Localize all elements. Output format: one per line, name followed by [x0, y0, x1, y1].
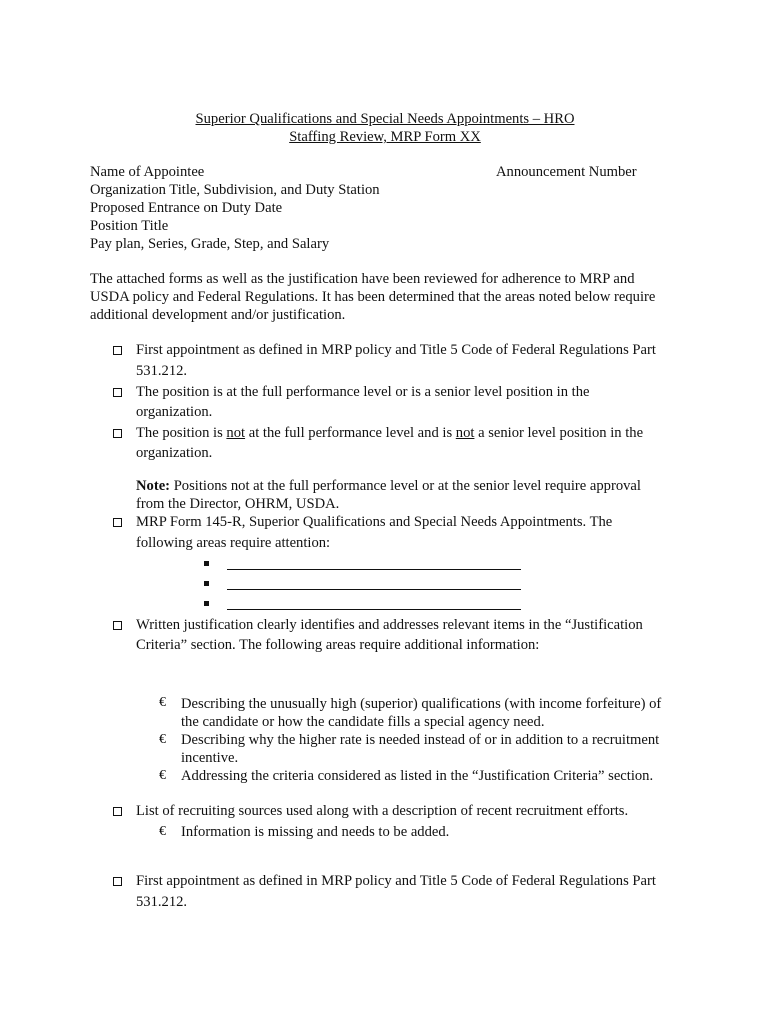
- item6-sub-line: Information is missing and needs to be added.: [181, 824, 450, 840]
- euro-bullet-icon: €: [159, 768, 166, 783]
- note-line-2: from the Director, OHRM, USDA.: [136, 496, 340, 512]
- item5-line-2: Criteria” section. The following areas require additional information:: [136, 637, 540, 653]
- checkbox-mrp-form-145r[interactable]: [113, 518, 122, 527]
- checkbox-written-justification[interactable]: [113, 621, 122, 630]
- item1-line-2: 531.212.: [136, 363, 188, 379]
- item5-line-1: Written justification clearly identifies and addresses relevant items in the “Justification: [136, 617, 643, 633]
- item4-line-1: MRP Form 145-R, Superior Qualifications and Special Needs Appointments. The: [136, 514, 613, 530]
- blank-line-3[interactable]: [227, 609, 521, 610]
- sub5-a-line-1: Describing the unusually high (superior) qualifications (with income forfeiture) of: [181, 696, 662, 712]
- note-line-1: Note: Positions not at the full performance level or at the senior level require approval: [136, 478, 641, 494]
- not-emphasis-1: not: [226, 425, 246, 441]
- blank-line-2[interactable]: [227, 589, 521, 590]
- field-organization: Organization Title, Subdivision, and Duty Station: [90, 182, 380, 198]
- checkbox-first-appointment-repeat[interactable]: [113, 877, 122, 886]
- item3-line-2: organization.: [136, 445, 213, 461]
- euro-bullet-icon: €: [159, 824, 166, 839]
- euro-bullet-icon: €: [159, 695, 166, 710]
- sub5-a-line-2: the candidate or how the candidate fills a special agency need.: [181, 714, 545, 730]
- blank-line-1[interactable]: [227, 569, 521, 570]
- item4-line-2: following areas require attention:: [136, 535, 331, 551]
- sub5-b-line-2: incentive.: [181, 750, 239, 766]
- square-bullet: [204, 581, 209, 586]
- item1-line-1: First appointment as defined in MRP policy and Title 5 Code of Federal Regulations Part: [136, 342, 656, 358]
- form-title-line-1: Superior Qualifications and Special Needs Appointments – HRO: [195, 111, 575, 127]
- checkbox-full-performance[interactable]: [113, 388, 122, 397]
- field-pay-plan: Pay plan, Series, Grade, Step, and Salary: [90, 236, 330, 252]
- square-bullet: [204, 601, 209, 606]
- sub5-c-line-1: Addressing the criteria considered as listed in the “Justification Criteria” section.: [181, 768, 654, 784]
- checkbox-recruiting-sources[interactable]: [113, 807, 122, 816]
- field-position-title: Position Title: [90, 218, 169, 234]
- item7-line-2: 531.212.: [136, 894, 188, 910]
- note-label: Note:: [136, 478, 171, 494]
- item7-line-1: First appointment as defined in MRP policy and Title 5 Code of Federal Regulations Part: [136, 873, 656, 889]
- field-eod-date: Proposed Entrance on Duty Date: [90, 200, 283, 216]
- item6-line-1: List of recruiting sources used along with a description of recent recruitment efforts.: [136, 803, 629, 819]
- field-appointee: Name of Appointee: [90, 164, 205, 180]
- item2-line-1: The position is at the full performance level or is a senior level position in the: [136, 384, 590, 400]
- square-bullet: [204, 561, 209, 566]
- item3-line-1: The position is not at the full performance level and is not a senior level position in the: [136, 425, 644, 441]
- checkbox-first-appointment[interactable]: [113, 346, 122, 355]
- intro-line-3: additional development and/or justification.: [90, 307, 346, 323]
- item2-line-2: organization.: [136, 404, 213, 420]
- intro-line-1: The attached forms as well as the justification have been reviewed for adherence to MRP and: [90, 271, 635, 287]
- euro-bullet-icon: €: [159, 732, 166, 747]
- sub5-b-line-1: Describing why the higher rate is needed instead of or in addition to a recruitment: [181, 732, 660, 748]
- not-emphasis-2: not: [455, 425, 475, 441]
- intro-line-2: USDA policy and Federal Regulations. It has been determined that the areas noted below require: [90, 289, 656, 305]
- field-announcement: Announcement Number: [496, 164, 637, 180]
- form-title-line-2: Staffing Review, MRP Form XX: [289, 129, 481, 145]
- checkbox-not-full-performance[interactable]: [113, 429, 122, 438]
